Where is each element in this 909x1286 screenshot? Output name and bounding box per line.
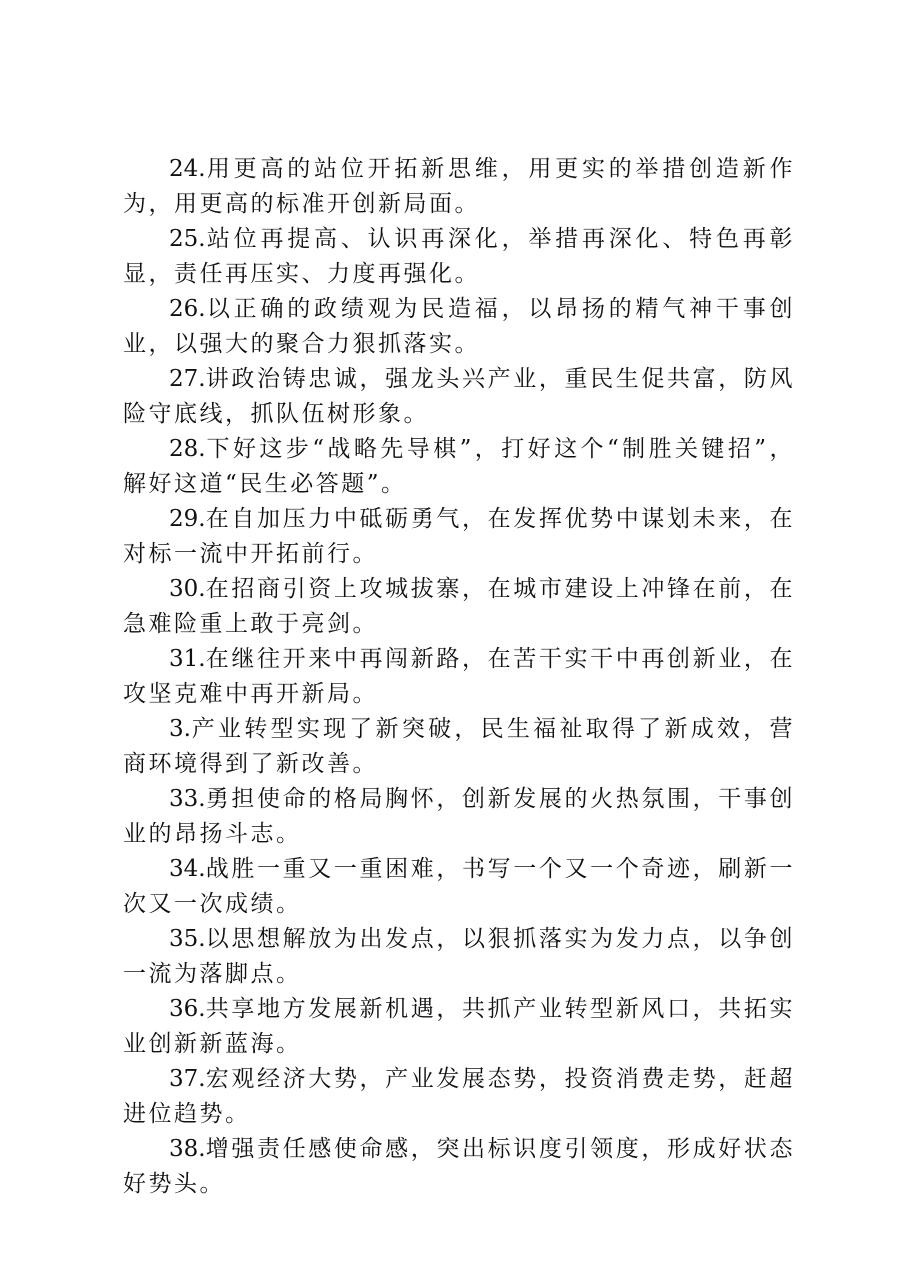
paragraph-number: 28. xyxy=(169,436,206,462)
paragraph-28 xyxy=(123,432,795,502)
paragraph-30 xyxy=(123,572,795,642)
paragraph-text: 在招商引资上攻城拔寨，在城市建设上冲锋在前，在急难险重上敢于亮剑。 xyxy=(123,576,795,637)
paragraph-text: 在继往开来中再闯新路，在苦干实干中再创新业，在攻坚克难中再开新局。 xyxy=(123,646,795,707)
paragraph-text: 勇担使命的格局胸怀，创新发展的火热氛围，干事创业的昂扬斗志。 xyxy=(123,786,795,847)
paragraph-text: 以思想解放为出发点，以狠抓落实为发力点，以争创一流为落脚点。 xyxy=(123,926,795,987)
paragraph-number: 29. xyxy=(169,506,206,532)
paragraph-number: 37. xyxy=(169,1066,206,1092)
paragraph-35 xyxy=(123,922,795,992)
paragraph-text: 下好这步“战略先导棋”，打好这个“制胜关键招”，解好这道“民生必答题”。 xyxy=(123,436,795,497)
paragraph-26 xyxy=(123,292,795,362)
paragraph-text: 宏观经济大势，产业发展态势，投资消费走势，赶超进位趋势。 xyxy=(123,1066,795,1127)
paragraph-number: 3. xyxy=(169,716,191,742)
paragraph-text: 战胜一重又一重困难，书写一个又一个奇迹，刷新一次又一次成绩。 xyxy=(123,856,795,917)
paragraph-number: 24. xyxy=(169,156,206,182)
paragraph-text: 增强责任感使命感，突出标识度引领度，形成好状态好势头。 xyxy=(123,1136,795,1197)
paragraph-number: 26. xyxy=(169,296,206,322)
paragraph-text: 讲政治铸忠诚，强龙头兴产业，重民生促共富，防风险守底线，抓队伍树形象。 xyxy=(123,366,795,427)
paragraph-32 xyxy=(123,712,795,782)
paragraph-number: 33. xyxy=(169,786,206,812)
paragraph-number: 36. xyxy=(169,996,206,1022)
paragraph-text: 以正确的政绩观为民造福，以昂扬的精气神干事创业，以强大的聚合力狠抓落实。 xyxy=(123,296,795,357)
paragraph-number: 38. xyxy=(169,1136,206,1162)
paragraph-number: 30. xyxy=(169,576,206,602)
paragraph-24 xyxy=(123,152,795,222)
paragraph-number: 27. xyxy=(169,366,206,392)
paragraph-text: 用更高的站位开拓新思维，用更实的举措创造新作为，用更高的标准开创新局面。 xyxy=(123,156,795,217)
paragraph-number: 35. xyxy=(169,926,206,952)
paragraph-number: 34. xyxy=(169,856,206,882)
paragraph-34 xyxy=(123,852,795,922)
paragraph-text: 共享地方发展新机遇，共抓产业转型新风口，共拓实业创新新蓝海。 xyxy=(123,996,795,1057)
paragraph-number: 25. xyxy=(169,226,206,252)
paragraph-38 xyxy=(123,1132,795,1202)
paragraph-27 xyxy=(123,362,795,432)
paragraph-33 xyxy=(123,782,795,852)
paragraph-37 xyxy=(123,1062,795,1132)
paragraph-text: 在自加压力中砥砺勇气，在发挥优势中谋划未来，在对标一流中开拓前行。 xyxy=(123,506,795,567)
document-body xyxy=(123,152,795,1202)
paragraph-number: 31. xyxy=(169,646,206,672)
paragraph-text: 产业转型实现了新突破，民生福祉取得了新成效，营商环境得到了新改善。 xyxy=(123,716,795,777)
paragraph-36 xyxy=(123,992,795,1062)
paragraph-text: 站位再提高、认识再深化，举措再深化、特色再彰显，责任再压实、力度再强化。 xyxy=(123,226,795,287)
paragraph-31 xyxy=(123,642,795,712)
paragraph-29 xyxy=(123,502,795,572)
paragraph-25 xyxy=(123,222,795,292)
